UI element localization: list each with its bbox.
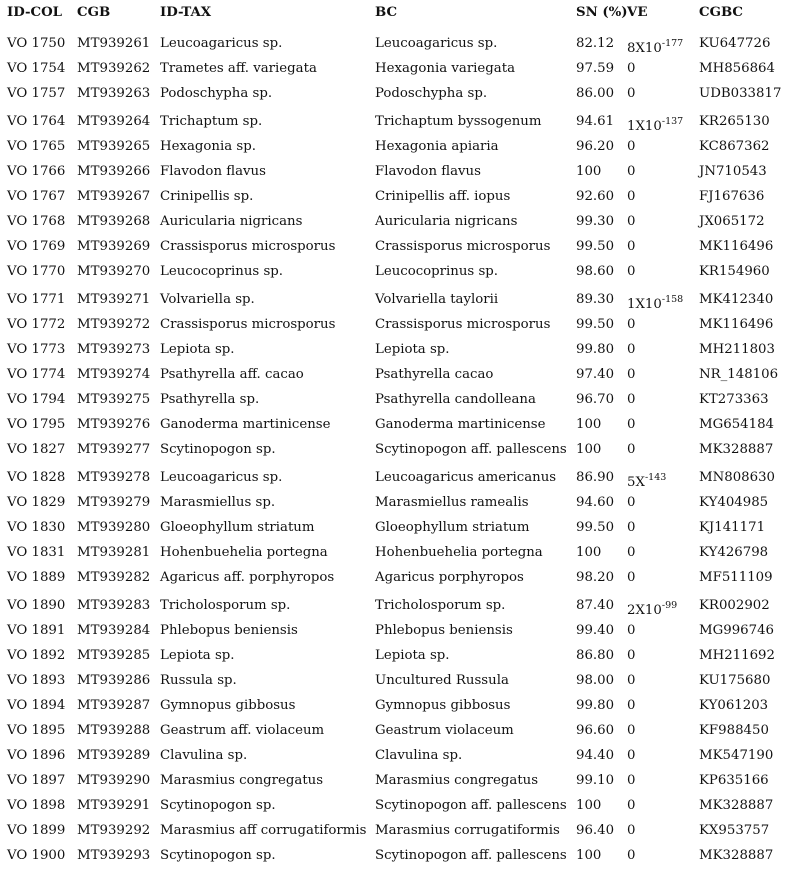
cell-cgb: MT939272 [77, 316, 151, 332]
cell-bc: Crassisporus microsporus [375, 316, 551, 332]
cell-bc: Gloeophyllum striatum [375, 519, 530, 535]
cell-sn: 100 [576, 441, 602, 457]
cell-id-tax: Hexagonia sp. [160, 138, 256, 154]
cell-bc: Marasmiellus ramealis [375, 494, 529, 510]
cell-id-tax: Clavulina sp. [160, 747, 248, 763]
cell-sn: 82.12 [576, 35, 615, 51]
cell-cgbc: KJ141171 [699, 519, 766, 535]
cell-sn: 97.59 [576, 60, 615, 76]
cell-id-col: VO 1768 [7, 213, 66, 229]
cell-id-tax: Crinipellis sp. [160, 188, 254, 204]
cell-bc: Gymnopus gibbosus [375, 697, 511, 713]
cell-sn: 99.50 [576, 238, 615, 254]
cell-id-col: VO 1893 [7, 672, 66, 688]
table-row [0, 565, 791, 590]
cell-bc: Agaricus porphyropos [375, 569, 524, 585]
cell-sn: 99.30 [576, 213, 615, 229]
cell-id-tax: Crassisporus microsporus [160, 238, 336, 254]
header-ve: VE [627, 4, 648, 20]
table-row [0, 693, 791, 718]
table-row [0, 209, 791, 234]
cell-ve: 0 [627, 494, 636, 510]
cell-ve: 0 [627, 213, 636, 229]
table-row [0, 618, 791, 643]
ve-mantissa: 1X10 [627, 118, 662, 134]
table-body [0, 28, 791, 868]
cell-id-col: VO 1774 [7, 366, 66, 382]
cell-sn: 100 [576, 847, 602, 863]
header-id-tax: ID-TAX [160, 4, 212, 20]
cell-id-tax: Scytinopogon sp. [160, 441, 276, 457]
cell-cgb: MT939291 [77, 797, 151, 813]
cell-sn: 99.80 [576, 697, 615, 713]
table-row [0, 768, 791, 793]
cell-bc: Geastrum violaceum [375, 722, 514, 738]
cell-sn: 98.00 [576, 672, 615, 688]
cell-bc: Leucocoprinus sp. [375, 263, 499, 279]
cell-id-tax: Leucoagaricus sp. [160, 35, 283, 51]
cell-sn: 96.70 [576, 391, 615, 407]
table-row [0, 337, 791, 362]
cell-bc: Hohenbuehelia portegna [375, 544, 543, 560]
cell-cgbc: KF988450 [699, 722, 769, 738]
cell-id-tax: Podoschypha sp. [160, 85, 273, 101]
table-row [0, 106, 791, 134]
cell-cgbc: KY061203 [699, 697, 769, 713]
cell-cgbc: MK547190 [699, 747, 774, 763]
cell-id-tax: Psathyrella sp. [160, 391, 260, 407]
table-row [0, 668, 791, 693]
cell-id-col: VO 1898 [7, 797, 66, 813]
cell-ve: 0 [627, 822, 636, 838]
table-row [0, 462, 791, 490]
cell-ve: 0 [627, 722, 636, 738]
cell-cgb: MT939281 [77, 544, 151, 560]
cell-sn: 96.20 [576, 138, 615, 154]
cell-cgbc: KY426798 [699, 544, 769, 560]
cell-sn: 96.40 [576, 822, 615, 838]
table-row [0, 362, 791, 387]
table-row [0, 387, 791, 412]
cell-cgbc: MH211692 [699, 647, 775, 663]
cell-id-tax: Gloeophyllum striatum [160, 519, 315, 535]
cell-cgbc: KC867362 [699, 138, 770, 154]
cell-sn: 98.20 [576, 569, 615, 585]
cell-ve: 0 [627, 366, 636, 382]
cell-ve: 0 [627, 263, 636, 279]
cell-sn: 99.50 [576, 519, 615, 535]
cell-id-col: VO 1900 [7, 847, 66, 863]
cell-cgbc: MH211803 [699, 341, 775, 357]
cell-id-tax: Marasmius congregatus [160, 772, 324, 788]
table-row [0, 234, 791, 259]
ve-exponent: -143 [644, 471, 667, 483]
cell-ve: 0 [627, 163, 636, 179]
cell-bc: Clavulina sp. [375, 747, 463, 763]
cell-ve: 0 [627, 772, 636, 788]
cell-ve: 0 [627, 622, 636, 638]
cell-id-tax: Russula sp. [160, 672, 237, 688]
cell-id-tax: Hohenbuehelia portegna [160, 544, 328, 560]
cell-sn: 87.40 [576, 597, 615, 613]
cell-cgb: MT939280 [77, 519, 151, 535]
table-row [0, 184, 791, 209]
cell-sn: 100 [576, 544, 602, 560]
cell-ve: 0 [627, 672, 636, 688]
cell-id-col: VO 1894 [7, 697, 66, 713]
cell-sn: 100 [576, 163, 602, 179]
cell-cgb: MT939278 [77, 469, 151, 485]
cell-cgbc: KU647726 [699, 35, 771, 51]
cell-id-col: VO 1771 [7, 291, 66, 307]
cell-id-col: VO 1831 [7, 544, 66, 560]
table-row [0, 490, 791, 515]
cell-ve: 0 [627, 391, 636, 407]
cell-sn: 99.80 [576, 341, 615, 357]
cell-ve: 0 [627, 238, 636, 254]
cell-ve [627, 293, 684, 312]
cell-id-tax: Marasmiellus sp. [160, 494, 276, 510]
cell-sn: 89.30 [576, 291, 615, 307]
cell-ve: 0 [627, 188, 636, 204]
cell-ve: 0 [627, 797, 636, 813]
cell-cgbc: MN808630 [699, 469, 776, 485]
cell-id-col: VO 1892 [7, 647, 66, 663]
cell-id-tax: Lepiota sp. [160, 647, 235, 663]
cell-sn: 86.00 [576, 85, 615, 101]
cell-sn: 94.61 [576, 113, 615, 129]
cell-cgb: MT939268 [77, 213, 151, 229]
cell-id-col: VO 1897 [7, 772, 66, 788]
ve-mantissa: 8X10 [627, 40, 662, 56]
cell-ve: 0 [627, 647, 636, 663]
cell-cgb: MT939283 [77, 597, 151, 613]
cell-cgb: MT939267 [77, 188, 151, 204]
cell-ve: 0 [627, 138, 636, 154]
table-row [0, 540, 791, 565]
cell-cgb: MT939284 [77, 622, 151, 638]
cell-id-tax: Leucocoprinus sp. [160, 263, 284, 279]
cell-sn: 97.40 [576, 366, 615, 382]
cell-cgb: MT939287 [77, 697, 151, 713]
cell-cgbc: NR_148106 [699, 366, 779, 382]
cell-ve [627, 37, 684, 56]
cell-cgb: MT939288 [77, 722, 151, 738]
cell-ve: 0 [627, 747, 636, 763]
cell-bc: Trichaptum byssogenum [375, 113, 542, 129]
cell-bc: Scytinopogon aff. pallescens [375, 441, 567, 457]
cell-id-tax: Geastrum aff. violaceum [160, 722, 325, 738]
cell-cgb: MT939282 [77, 569, 151, 585]
cell-bc: Scytinopogon aff. pallescens [375, 847, 567, 863]
table-row [0, 793, 791, 818]
cell-cgbc: KR154960 [699, 263, 770, 279]
cell-cgbc: KX953757 [699, 822, 770, 838]
cell-cgb: MT939279 [77, 494, 151, 510]
table-row [0, 743, 791, 768]
cell-id-col: VO 1830 [7, 519, 66, 535]
cell-sn: 98.60 [576, 263, 615, 279]
cell-cgb: MT939274 [77, 366, 151, 382]
cell-id-tax: Gymnopus gibbosus [160, 697, 296, 713]
cell-cgbc: MK328887 [699, 847, 774, 863]
cell-bc: Lepiota sp. [375, 341, 450, 357]
cell-cgb: MT939292 [77, 822, 151, 838]
table-row [0, 718, 791, 743]
cell-id-col: VO 1772 [7, 316, 66, 332]
cell-cgb: MT939271 [77, 291, 151, 307]
cell-cgbc: JX065172 [699, 213, 765, 229]
table-row [0, 134, 791, 159]
ve-mantissa: 5X [627, 474, 645, 490]
cell-id-tax: Crassisporus microsporus [160, 316, 336, 332]
cell-sn: 92.60 [576, 188, 615, 204]
cell-id-tax: Phlebopus beniensis [160, 622, 298, 638]
cell-ve: 0 [627, 85, 636, 101]
table-row [0, 843, 791, 868]
header-cgbc: CGBC [699, 4, 744, 20]
cell-ve: 0 [627, 519, 636, 535]
cell-ve [627, 471, 667, 490]
cell-sn: 100 [576, 416, 602, 432]
cell-id-col: VO 1899 [7, 822, 66, 838]
cell-sn: 94.60 [576, 494, 615, 510]
table-row [0, 643, 791, 668]
cell-cgbc: KU175680 [699, 672, 771, 688]
cell-cgb: MT939263 [77, 85, 151, 101]
cell-id-col: VO 1895 [7, 722, 66, 738]
cell-id-col: VO 1891 [7, 622, 66, 638]
cell-cgbc: KY404985 [699, 494, 769, 510]
cell-bc: Uncultured Russula [375, 672, 509, 688]
cell-sn: 96.60 [576, 722, 615, 738]
ve-exponent: -158 [661, 293, 684, 305]
cell-cgb: MT939293 [77, 847, 151, 863]
table-row [0, 437, 791, 462]
cell-bc: Marasmius congregatus [375, 772, 539, 788]
cell-bc: Ganoderma martinicense [375, 416, 546, 432]
cell-id-col: VO 1750 [7, 35, 66, 51]
cell-id-tax: Agaricus aff. porphyropos [160, 569, 335, 585]
cell-bc: Psathyrella cacao [375, 366, 494, 382]
cell-cgbc: MH856864 [699, 60, 775, 76]
cell-bc: Crinipellis aff. iopus [375, 188, 511, 204]
cell-cgb: MT939276 [77, 416, 151, 432]
cell-ve [627, 115, 684, 134]
cell-bc: Hexagonia apiaria [375, 138, 499, 154]
cell-cgbc: MK116496 [699, 316, 774, 332]
table-row [0, 312, 791, 337]
cell-id-tax: Flavodon flavus [160, 163, 266, 179]
ve-mantissa: 1X10 [627, 296, 662, 312]
table-row [0, 284, 791, 312]
cell-id-tax: Trichaptum sp. [160, 113, 263, 129]
cell-cgbc: MK328887 [699, 441, 774, 457]
cell-id-col: VO 1765 [7, 138, 66, 154]
table-row [0, 818, 791, 843]
cell-cgbc: MK116496 [699, 238, 774, 254]
header-id-col: ID-COL [7, 4, 63, 20]
cell-id-col: VO 1764 [7, 113, 66, 129]
header-bc: BC [375, 4, 398, 20]
table-header [0, 0, 791, 28]
cell-cgb: MT939273 [77, 341, 151, 357]
cell-cgbc: MK328887 [699, 797, 774, 813]
cell-id-col: VO 1773 [7, 341, 66, 357]
cell-id-col: VO 1827 [7, 441, 66, 457]
table-row [0, 56, 791, 81]
cell-bc: Crassisporus microsporus [375, 238, 551, 254]
cell-bc: Podoschypha sp. [375, 85, 488, 101]
cell-cgb: MT939262 [77, 60, 151, 76]
cell-ve: 0 [627, 441, 636, 457]
ve-exponent: -137 [661, 115, 684, 127]
table-row [0, 81, 791, 106]
cell-ve [627, 599, 678, 618]
cell-ve: 0 [627, 697, 636, 713]
cell-id-tax: Trametes aff. variegata [160, 60, 317, 76]
cell-cgbc: JN710543 [699, 163, 767, 179]
cell-id-tax: Marasmius aff corrugatiformis [160, 822, 367, 838]
cell-id-col: VO 1794 [7, 391, 66, 407]
cell-id-col: VO 1769 [7, 238, 66, 254]
cell-bc: Psathyrella candolleana [375, 391, 536, 407]
cell-cgb: MT939290 [77, 772, 151, 788]
cell-bc: Marasmius corrugatiformis [375, 822, 560, 838]
cell-ve: 0 [627, 416, 636, 432]
table-row [0, 259, 791, 284]
cell-sn: 94.40 [576, 747, 615, 763]
cell-id-tax: Tricholosporum sp. [160, 597, 291, 613]
table-row [0, 159, 791, 184]
cell-bc: Tricholosporum sp. [375, 597, 506, 613]
cell-cgbc: MF511109 [699, 569, 773, 585]
cell-bc: Leucoagaricus americanus [375, 469, 557, 485]
cell-ve: 0 [627, 544, 636, 560]
cell-cgb: MT939266 [77, 163, 151, 179]
cell-cgbc: MG654184 [699, 416, 774, 432]
cell-bc: Phlebopus beniensis [375, 622, 513, 638]
cell-id-tax: Ganoderma martinicense [160, 416, 331, 432]
cell-cgbc: KR265130 [699, 113, 770, 129]
cell-id-col: VO 1757 [7, 85, 66, 101]
cell-id-col: VO 1766 [7, 163, 66, 179]
cell-id-col: VO 1890 [7, 597, 66, 613]
header-sn: SN (%) [576, 4, 628, 20]
cell-cgb: MT939289 [77, 747, 151, 763]
ve-exponent: -177 [661, 37, 684, 49]
cell-cgbc: KP635166 [699, 772, 769, 788]
cell-bc: Volvariella taylorii [375, 291, 499, 307]
table-row [0, 28, 791, 56]
cell-cgb: MT939261 [77, 35, 151, 51]
cell-sn: 86.90 [576, 469, 615, 485]
cell-bc: Flavodon flavus [375, 163, 481, 179]
cell-id-col: VO 1754 [7, 60, 66, 76]
cell-cgb: MT939264 [77, 113, 151, 129]
cell-cgbc: KT273363 [699, 391, 769, 407]
cell-bc: Hexagonia variegata [375, 60, 516, 76]
cell-ve: 0 [627, 847, 636, 863]
ve-mantissa: 2X10 [627, 602, 662, 618]
cell-id-col: VO 1889 [7, 569, 66, 585]
cell-sn: 99.50 [576, 316, 615, 332]
cell-cgbc: MK412340 [699, 291, 774, 307]
cell-id-col: VO 1770 [7, 263, 66, 279]
cell-sn: 99.10 [576, 772, 615, 788]
cell-sn: 86.80 [576, 647, 615, 663]
cell-cgb: MT939265 [77, 138, 151, 154]
cell-id-col: VO 1795 [7, 416, 66, 432]
cell-id-tax: Leucoagaricus sp. [160, 469, 283, 485]
cell-sn: 100 [576, 797, 602, 813]
cell-cgb: MT939285 [77, 647, 151, 663]
cell-cgbc: FJ167636 [699, 188, 765, 204]
cell-cgbc: MG996746 [699, 622, 774, 638]
ve-exponent: -99 [661, 599, 678, 611]
cell-cgb: MT939286 [77, 672, 151, 688]
cell-id-col: VO 1896 [7, 747, 66, 763]
cell-bc: Scytinopogon aff. pallescens [375, 797, 567, 813]
cell-bc: Lepiota sp. [375, 647, 450, 663]
cell-cgbc: UDB033817 [699, 85, 782, 101]
table-row [0, 590, 791, 618]
cell-bc: Leucoagaricus sp. [375, 35, 498, 51]
cell-id-tax: Auricularia nigricans [160, 213, 303, 229]
cell-cgb: MT939277 [77, 441, 151, 457]
cell-id-col: VO 1767 [7, 188, 66, 204]
cell-ve: 0 [627, 60, 636, 76]
header-cgb: CGB [77, 4, 111, 20]
cell-ve: 0 [627, 316, 636, 332]
cell-id-tax: Psathyrella aff. cacao [160, 366, 304, 382]
cell-id-col: VO 1828 [7, 469, 66, 485]
cell-bc: Auricularia nigricans [375, 213, 518, 229]
cell-ve: 0 [627, 341, 636, 357]
cell-id-tax: Lepiota sp. [160, 341, 235, 357]
cell-cgbc: KR002902 [699, 597, 770, 613]
cell-id-tax: Volvariella sp. [160, 291, 255, 307]
cell-cgb: MT939269 [77, 238, 151, 254]
cell-sn: 99.40 [576, 622, 615, 638]
cell-ve: 0 [627, 569, 636, 585]
cell-id-col: VO 1829 [7, 494, 66, 510]
table-row [0, 412, 791, 437]
cell-cgb: MT939270 [77, 263, 151, 279]
cell-cgb: MT939275 [77, 391, 151, 407]
table-row [0, 515, 791, 540]
cell-id-tax: Scytinopogon sp. [160, 797, 276, 813]
cell-id-tax: Scytinopogon sp. [160, 847, 276, 863]
